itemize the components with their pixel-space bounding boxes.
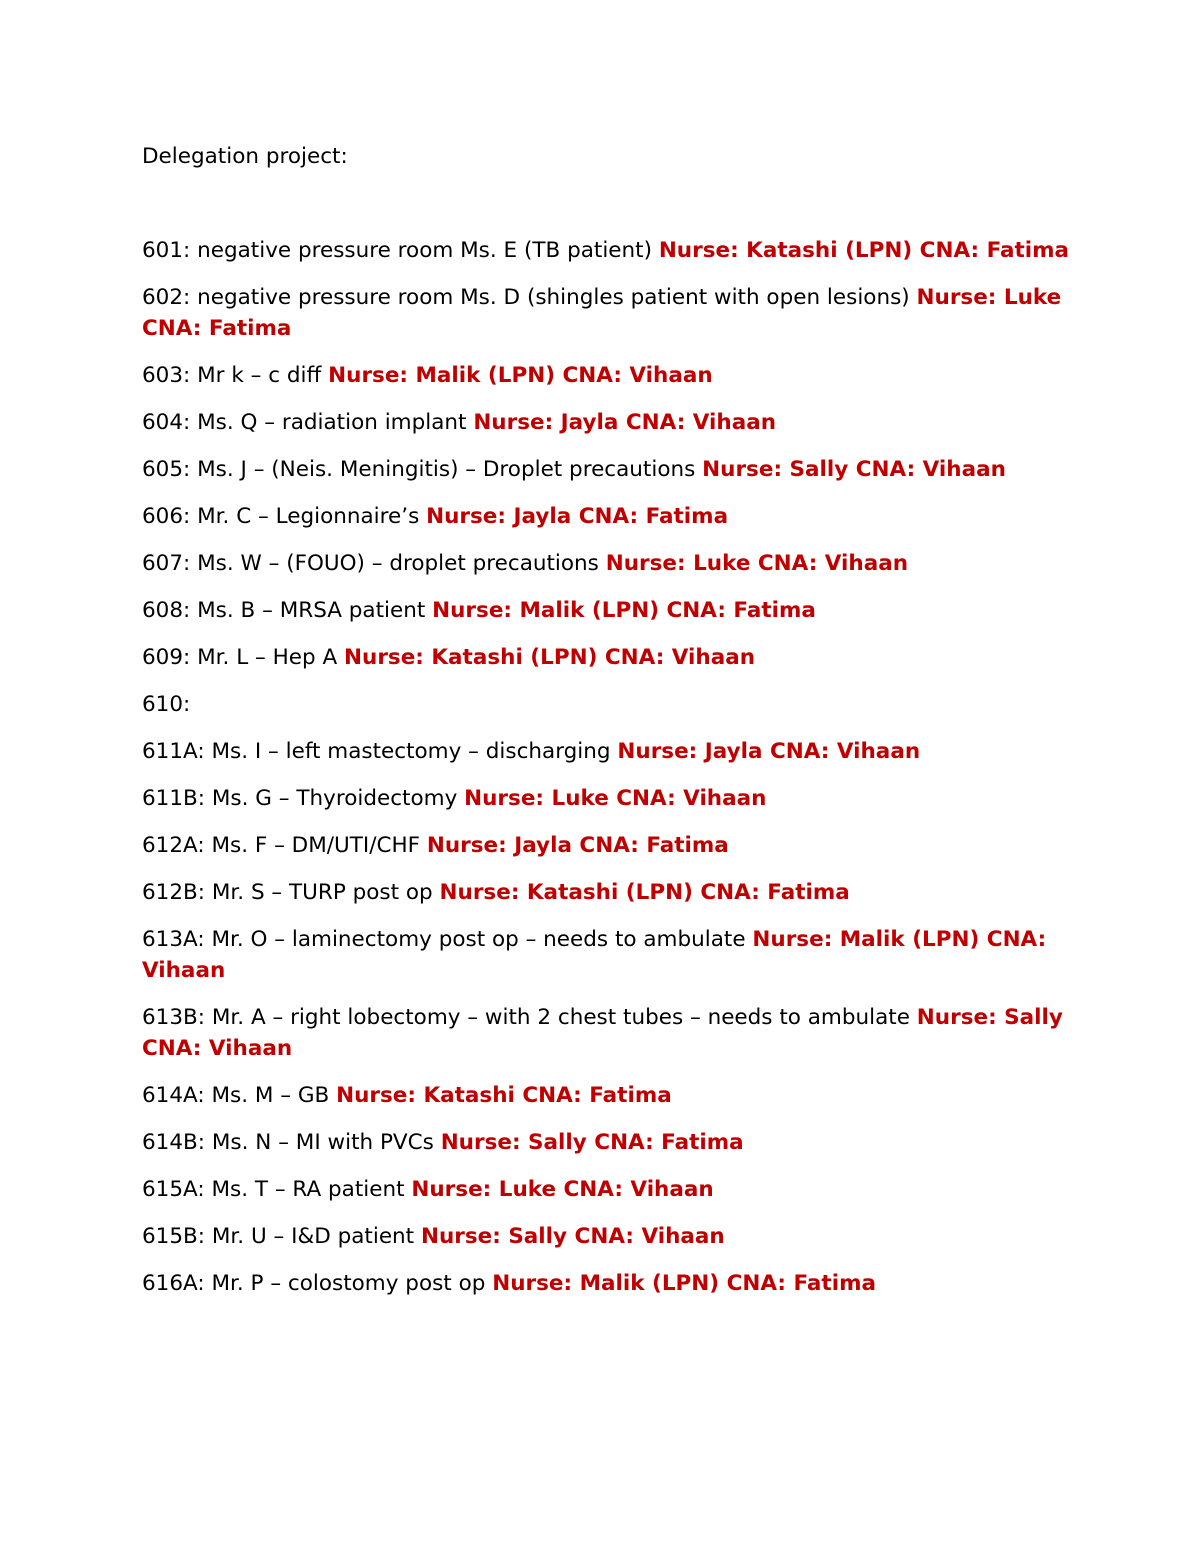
room-description: 610: xyxy=(142,692,191,717)
room-description: 615B: Mr. U – I&D patient xyxy=(142,1224,421,1249)
room-entry-605 xyxy=(142,454,1072,485)
staff-assignment: Nurse: Luke CNA: Vihaan xyxy=(464,786,767,811)
staff-assignment: Nurse: Katashi (LPN) CNA: Fatima xyxy=(658,238,1070,263)
room-entry-609 xyxy=(142,642,1072,673)
room-description: 602: negative pressure room Ms. D (shingles patient with open lesions) xyxy=(142,285,917,310)
room-entry-614b xyxy=(142,1127,1072,1158)
room-entry-608 xyxy=(142,595,1072,626)
room-description: 605: Ms. J – (Neis. Meningitis) – Droplet precautions xyxy=(142,457,703,482)
room-entry-610 xyxy=(142,689,1072,720)
document-body xyxy=(142,141,1072,1315)
staff-assignment: Nurse: Malik (LPN) CNA: Vihaan xyxy=(142,927,1047,983)
room-description: 608: Ms. B – MRSA patient xyxy=(142,598,433,623)
room-entry-606 xyxy=(142,501,1072,532)
document-title: Delegation project: xyxy=(142,144,348,169)
room-description: 614A: Ms. M – GB xyxy=(142,1083,337,1108)
staff-assignment: Nurse: Luke CNA: Fatima xyxy=(142,285,1062,341)
room-entry-614a xyxy=(142,1080,1072,1111)
room-entry-612b xyxy=(142,877,1072,908)
room-description: 609: Mr. L – Hep A xyxy=(142,645,345,670)
room-description: 601: negative pressure room Ms. E (TB patient) xyxy=(142,238,659,263)
staff-assignment: Nurse: Malik (LPN) CNA: Fatima xyxy=(432,598,816,623)
room-entry-612a xyxy=(142,830,1072,861)
room-description: 611A: Ms. I – left mastectomy – discharging xyxy=(142,739,618,764)
staff-assignment: Nurse: Malik (LPN) CNA: Vihaan xyxy=(328,363,713,388)
room-description: 616A: Mr. P – colostomy post op xyxy=(142,1271,493,1296)
room-description: 612B: Mr. S – TURP post op xyxy=(142,880,440,905)
staff-assignment: Nurse: Luke CNA: Vihaan xyxy=(411,1177,714,1202)
room-description: 615A: Ms. T – RA patient xyxy=(142,1177,412,1202)
room-entry-611b xyxy=(142,783,1072,814)
room-entry-615b xyxy=(142,1221,1072,1252)
room-entry-602 xyxy=(142,282,1072,344)
staff-assignment: Nurse: Jayla CNA: Vihaan xyxy=(617,739,921,764)
room-description: 606: Mr. C – Legionnaire’s xyxy=(142,504,427,529)
room-description: 604: Ms. Q – radiation implant xyxy=(142,410,474,435)
staff-assignment: Nurse: Luke CNA: Vihaan xyxy=(605,551,909,576)
staff-assignment: Nurse: Malik (LPN) CNA: Fatima xyxy=(492,1271,876,1296)
staff-assignment: Nurse: Katashi (LPN) CNA: Vihaan xyxy=(344,645,756,670)
room-description: 607: Ms. W – (FOUO) – droplet precautions xyxy=(142,551,606,576)
room-entry-604 xyxy=(142,407,1072,438)
room-description: 612A: Ms. F – DM/UTI/CHF xyxy=(142,833,427,858)
room-entry-613a xyxy=(142,924,1072,986)
staff-assignment: Nurse: Jayla CNA: Fatima xyxy=(426,504,729,529)
room-entry-601 xyxy=(142,235,1072,266)
staff-assignment: Nurse: Sally CNA: Vihaan xyxy=(420,1224,725,1249)
room-description: 613B: Mr. A – right lobectomy – with 2 chest tubes – needs to ambulate xyxy=(142,1005,917,1030)
room-entry-613b xyxy=(142,1002,1072,1064)
room-entry-615a xyxy=(142,1174,1072,1205)
staff-assignment: Nurse: Jayla CNA: Vihaan xyxy=(473,410,777,435)
room-description: 611B: Ms. G – Thyroidectomy xyxy=(142,786,465,811)
room-entry-611a xyxy=(142,736,1072,767)
room-description: 603: Mr k – c diff xyxy=(142,363,329,388)
room-entry-616a xyxy=(142,1268,1072,1299)
staff-assignment: Nurse: Sally CNA: Vihaan xyxy=(702,457,1006,482)
room-entry-607 xyxy=(142,548,1072,579)
room-description: 613A: Mr. O – laminectomy post op – needs to ambulate xyxy=(142,927,753,952)
staff-assignment: Nurse: Sally CNA: Fatima xyxy=(440,1130,744,1155)
room-description: 614B: Ms. N – MI with PVCs xyxy=(142,1130,441,1155)
room-entry-603 xyxy=(142,360,1072,391)
staff-assignment: Nurse: Jayla CNA: Fatima xyxy=(426,833,729,858)
staff-assignment: Nurse: Sally CNA: Vihaan xyxy=(142,1005,1063,1061)
staff-assignment: Nurse: Katashi CNA: Fatima xyxy=(336,1083,672,1108)
staff-assignment: Nurse: Katashi (LPN) CNA: Fatima xyxy=(439,880,850,905)
